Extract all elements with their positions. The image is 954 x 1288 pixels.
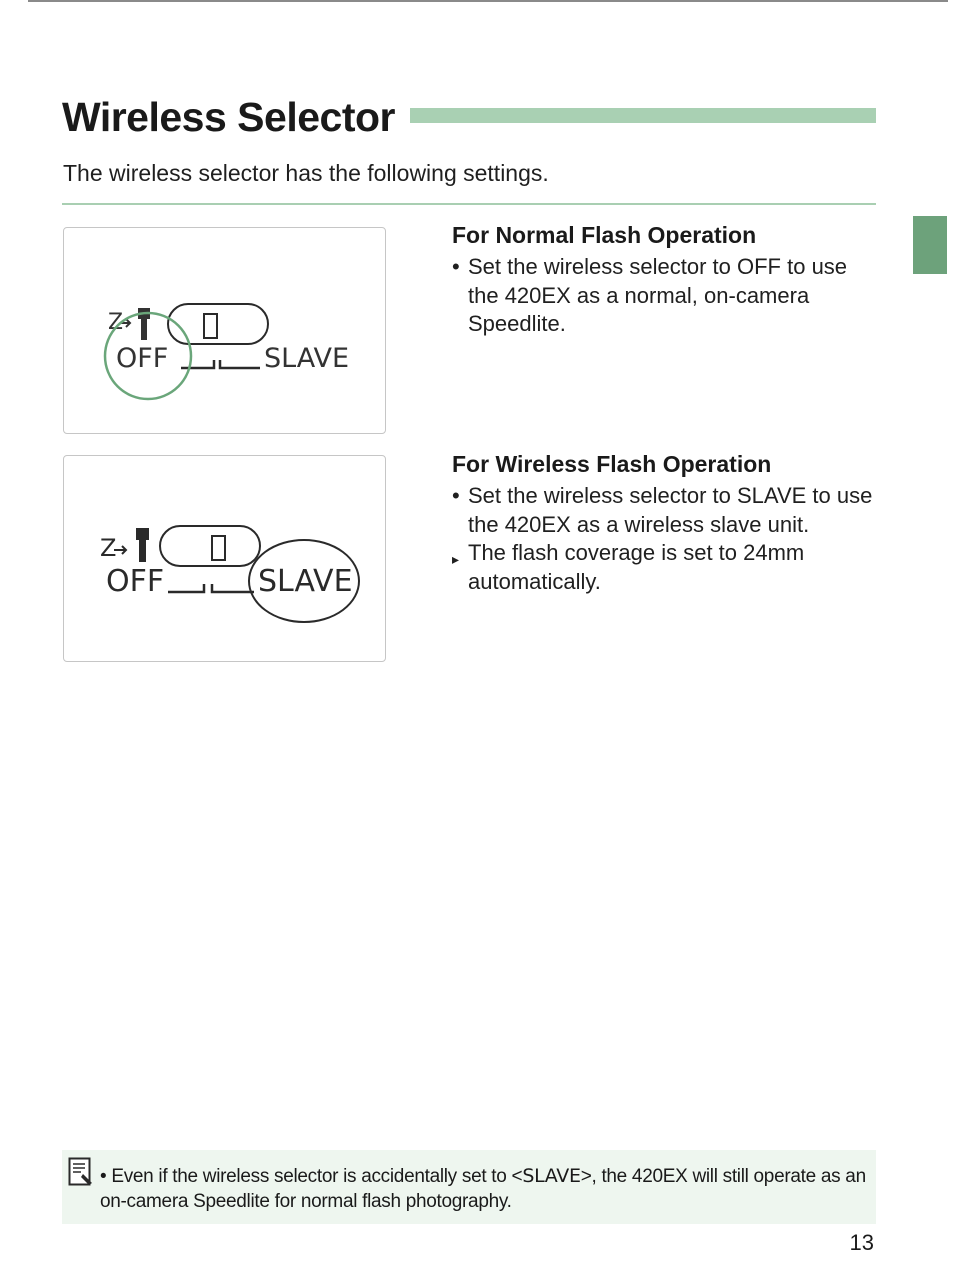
section-wireless-operation <box>452 451 882 596</box>
title-accent-bar <box>410 108 876 123</box>
wireless-symbol-icon <box>100 528 149 562</box>
top-rule <box>28 0 948 2</box>
svg-text:Z: Z <box>100 534 117 562</box>
wireless-selector-off-illustration <box>64 228 387 435</box>
result-text: The flash coverage is set to 24mm automatically. <box>468 540 805 594</box>
page-title: Wireless Selector <box>62 94 395 140</box>
label-off: OFF <box>106 564 165 599</box>
selector-knob <box>212 536 225 560</box>
section-heading: For Wireless Flash Operation <box>452 451 772 477</box>
page-number: 13 <box>849 1230 874 1255</box>
svg-text:Z: Z <box>108 310 124 335</box>
selector-track <box>168 584 254 592</box>
selector-body <box>160 526 260 566</box>
selector-track <box>181 360 260 368</box>
section-normal-operation <box>452 222 882 339</box>
result-mark: ▸ <box>452 551 460 567</box>
selector-knob <box>204 314 217 338</box>
label-off: OFF <box>116 343 169 374</box>
wireless-selector-slave-illustration <box>64 456 387 663</box>
list-item <box>452 253 882 339</box>
memo-icon <box>68 1157 94 1187</box>
figure-wireless-operation <box>63 455 386 662</box>
bullet-text: Set the wireless selector to OFF to use the 420EX as a normal, on-camera Speedlite. <box>468 254 848 336</box>
label-slave: SLAVE <box>258 564 353 599</box>
note-slave-label: SLAVE <box>522 1165 581 1187</box>
label-slave: SLAVE <box>264 343 350 374</box>
chapter-tab <box>913 216 947 274</box>
list-item <box>452 482 882 539</box>
section-divider <box>62 203 876 205</box>
memo-note <box>62 1150 876 1224</box>
note-text-before: Even if the wireless selector is accidentally set to < <box>111 1166 523 1187</box>
note-text <box>100 1164 870 1214</box>
intro-text: The wireless selector has the following settings. <box>63 160 549 186</box>
bullet-text: Set the wireless selector to SLAVE to use the 420EX as a wireless slave unit. <box>468 483 873 537</box>
figure-normal-operation <box>63 227 386 434</box>
section-heading: For Normal Flash Operation <box>452 222 757 248</box>
bullet-mark: • <box>452 254 460 279</box>
bullet-mark: • <box>452 483 460 508</box>
note-text-after: >, the 420EX will still operate as an on-camera Speedlite for normal flash photography. <box>100 1166 866 1212</box>
note-bullet: • <box>100 1166 107 1187</box>
list-item <box>452 539 882 596</box>
